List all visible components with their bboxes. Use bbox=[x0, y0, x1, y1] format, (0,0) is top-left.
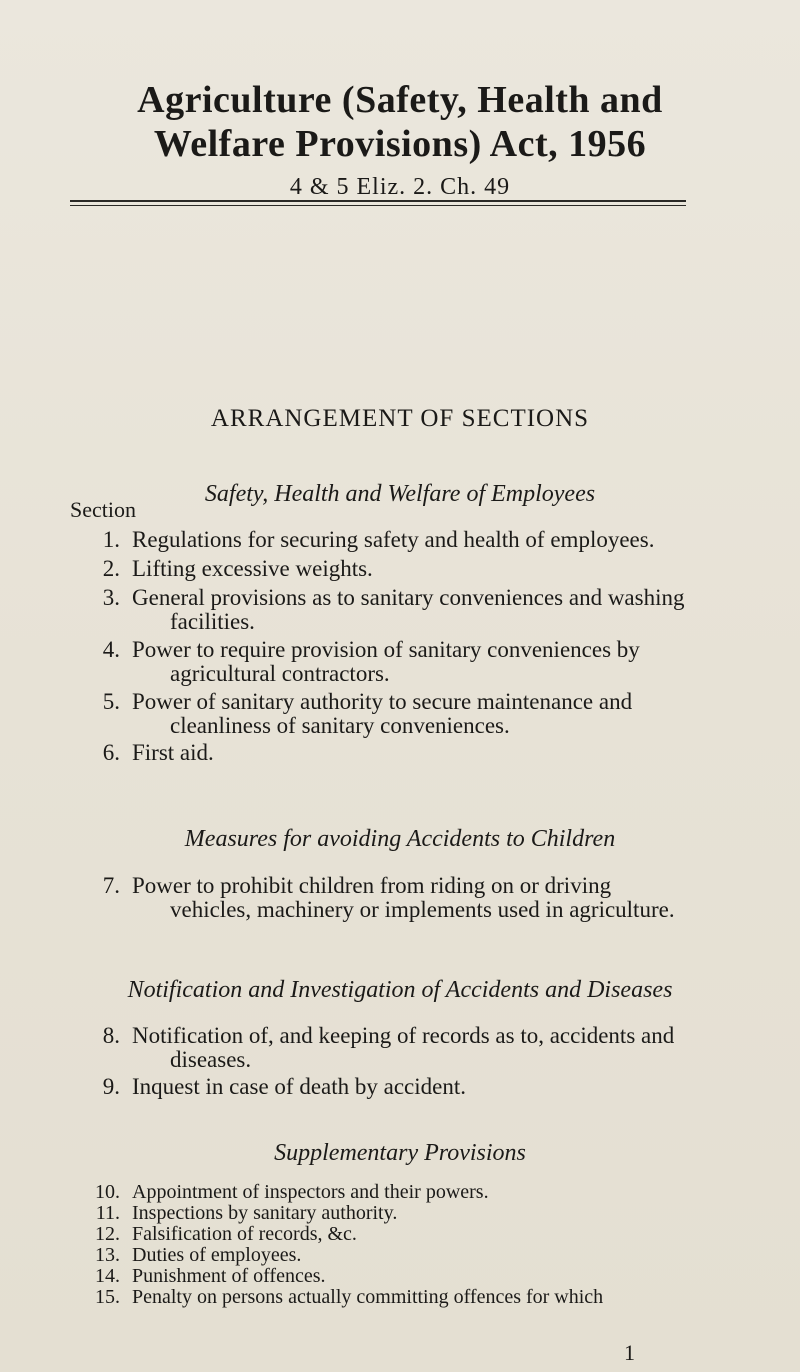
section-title-line: Notification of, and keeping of records as to, accidents and bbox=[132, 1023, 675, 1048]
section-number: 13. bbox=[95, 1244, 120, 1266]
section-title: Penalty on persons actually committing offences for which bbox=[132, 1286, 604, 1308]
section-entry bbox=[70, 586, 760, 634]
group-heading-children: Measures for avoiding Accidents to Children bbox=[184, 826, 616, 852]
section-number: 14. bbox=[95, 1265, 120, 1287]
section-title bbox=[132, 1024, 760, 1072]
title-rule bbox=[70, 200, 686, 206]
section-entry bbox=[70, 1024, 760, 1072]
section-title-continuation: facilities. bbox=[170, 609, 255, 634]
section-entry bbox=[70, 1075, 760, 1099]
section-number: 8. bbox=[102, 1023, 120, 1048]
section-entry bbox=[70, 741, 760, 765]
section-title: Falsification of records, &c. bbox=[132, 1223, 357, 1245]
section-entry bbox=[70, 638, 760, 686]
section-number: 1. bbox=[102, 527, 120, 552]
section-title: Inspections by sanitary authority. bbox=[132, 1202, 398, 1224]
section-number: 9. bbox=[102, 1074, 120, 1099]
section-title: Punishment of offences. bbox=[132, 1265, 326, 1287]
section-entry bbox=[70, 690, 760, 738]
section-title: First aid. bbox=[132, 740, 214, 765]
section-title bbox=[132, 690, 760, 738]
page-number: 1 bbox=[624, 1340, 635, 1365]
group-heading-supplementary: Supplementary Provisions bbox=[274, 1140, 526, 1166]
section-number: 10. bbox=[95, 1181, 120, 1203]
section-title-continuation: agricultural contractors. bbox=[170, 661, 390, 686]
section-number: 15. bbox=[95, 1286, 120, 1308]
section-entry bbox=[70, 528, 760, 552]
section-entry bbox=[70, 1182, 760, 1203]
arrangement-heading: ARRANGEMENT OF SECTIONS bbox=[210, 405, 590, 432]
section-title-line: Power to require provision of sanitary conveniences by bbox=[132, 637, 640, 662]
section-title-line: General provisions as to sanitary conveniences and washing bbox=[132, 585, 685, 610]
act-title-line-2: Welfare Provisions) Act, 1956 bbox=[153, 123, 647, 165]
section-number: 2. bbox=[102, 556, 120, 581]
section-column-label: Section bbox=[70, 497, 136, 522]
section-number: 3. bbox=[102, 585, 120, 610]
act-title-line-1: Agriculture (Safety, Health and bbox=[137, 79, 663, 121]
group-heading-notification: Notification and Investigation of Accidents and Diseases bbox=[127, 977, 673, 1003]
section-title: Regulations for securing safety and health of employees. bbox=[132, 527, 655, 552]
section-entry bbox=[70, 1245, 760, 1266]
section-title-continuation: cleanliness of sanitary conveniences. bbox=[170, 713, 510, 738]
section-title: Lifting excessive weights. bbox=[132, 556, 373, 581]
title-block bbox=[0, 78, 800, 202]
section-number: 12. bbox=[95, 1223, 120, 1245]
section-number: 6. bbox=[102, 740, 120, 765]
section-entry bbox=[70, 1203, 760, 1224]
act-citation: 4 & 5 Eliz. 2. Ch. 49 bbox=[289, 174, 511, 200]
section-number: 11. bbox=[95, 1202, 120, 1224]
section-number: 4. bbox=[102, 637, 120, 662]
section-title: Appointment of inspectors and their powers. bbox=[132, 1181, 489, 1203]
section-title-line: Power to prohibit children from riding on or driving bbox=[132, 873, 612, 898]
section-title: Inquest in case of death by accident. bbox=[132, 1074, 467, 1099]
section-title bbox=[132, 874, 760, 922]
section-number: 5. bbox=[102, 689, 120, 714]
section-number: 7. bbox=[102, 873, 120, 898]
section-title-continuation: vehicles, machinery or implements used in agriculture. bbox=[170, 897, 675, 922]
section-entry bbox=[70, 1287, 760, 1311]
section-title bbox=[132, 638, 760, 686]
section-entry bbox=[70, 1266, 760, 1287]
section-entry bbox=[70, 874, 760, 922]
section-title: Duties of employees. bbox=[132, 1244, 302, 1266]
section-title-continuation: diseases. bbox=[170, 1047, 252, 1072]
section-title-line: Power of sanitary authority to secure maintenance and bbox=[132, 689, 633, 714]
section-entry bbox=[70, 557, 760, 581]
group-heading-safety: Safety, Health and Welfare of Employees bbox=[204, 481, 596, 507]
section-entry bbox=[70, 1224, 760, 1245]
section-title bbox=[132, 586, 760, 634]
